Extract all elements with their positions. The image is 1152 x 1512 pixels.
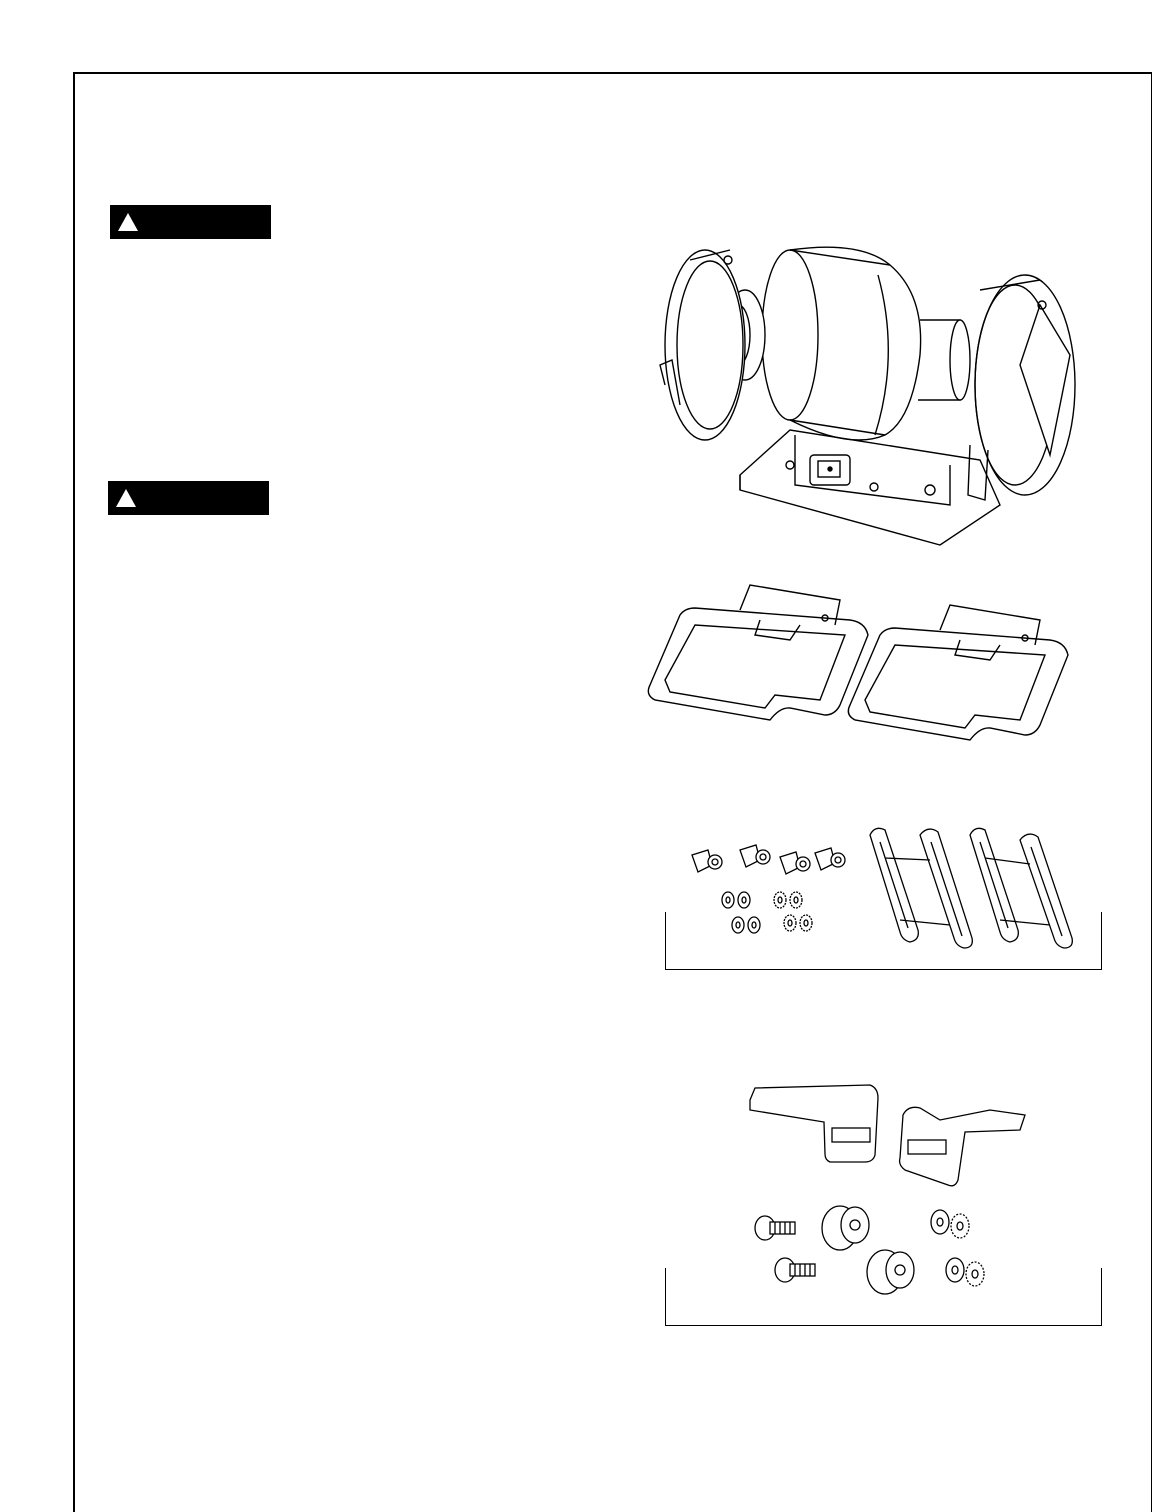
warning-triangle-icon xyxy=(116,489,136,507)
warning-badge xyxy=(110,205,271,239)
bench-grinder-illustration xyxy=(650,235,1090,555)
parts-bracket xyxy=(665,1268,1102,1326)
warning-badge xyxy=(108,481,269,515)
parts-bracket xyxy=(665,912,1102,970)
warning-triangle-icon xyxy=(118,213,138,231)
tool-rests-illustration xyxy=(640,580,1080,760)
